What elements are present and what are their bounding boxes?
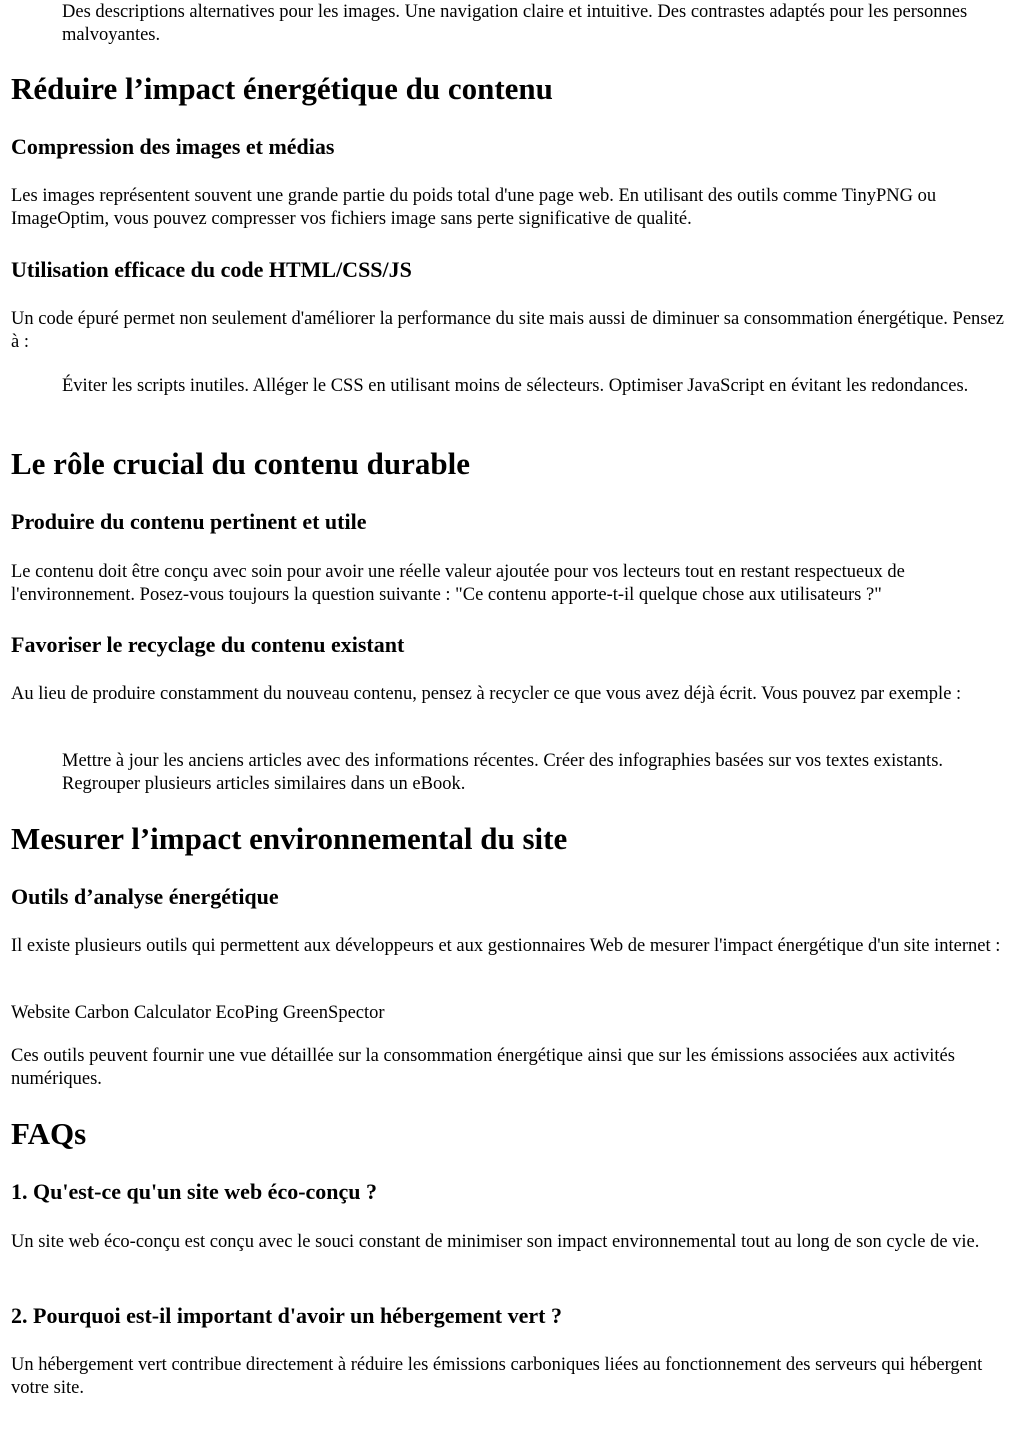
recycling-list-text: Mettre à jour les anciens articles avec des informations récentes. Créer des infographies basées sur vos textes existants. Regrouper plusieurs articles similaires dans un eBook. [62,751,944,794]
paragraph-recycling: Au lieu de produire constamment du nouveau contenu, pensez à recycler ce que vous avez déjà écrit. Vous pouvez par exemple : [11,684,962,704]
subheading-analysis-tools: Outils d’analyse énergétique [11,884,279,909]
subheading-relevant-content: Produire du contenu pertinent et utile [11,509,367,534]
section-heading-measure: Mesurer l’impact environnemental du site [11,821,568,856]
tools-list-text: Website Carbon Calculator EcoPing GreenSpector [11,1003,385,1023]
paragraph-analysis-tools: Il existe plusieurs outils qui permettent aux développeurs et aux gestionnaires Web de mesurer l'impact énergétique d'un site internet : [11,936,1001,956]
section-heading-faqs: FAQs [11,1116,87,1151]
section-heading-durable-content: Le rôle crucial du contenu durable [11,446,470,481]
paragraph-relevant-content: Le contenu doit être conçu avec soin pour avoir une réelle valeur ajoutée pour vos lecteurs tout en restant respectueux de l'environnement. Posez-vous toujours la question suivante : "Ce contenu apporte-t-il quelque chose aux utilisateurs ?" [11,562,905,605]
code-tips-list-text: Éviter les scripts inutiles. Alléger le CSS en utilisant moins de sélecteurs. Optimiser JavaScript en évitant les redondances. [62,376,969,396]
faq-answer-2: Un hébergement vert contribue directement à réduire les émissions carboniques liées au fonctionnement des serveurs qui hébergent votre site. [11,1355,983,1398]
subheading-efficient-code: Utilisation efficace du code HTML/CSS/JS [11,257,412,282]
faq-answer-1: Un site web éco-conçu est conçu avec le souci constant de minimiser son impact environnemental tout au long de son cycle de vie. [11,1232,980,1252]
paragraph-image-compression: Les images représentent souvent une grande partie du poids total d'une page web. En utilisant des outils comme TinyPNG ou ImageOptim, vous pouvez compresser vos fichiers image sans perte significative de qualité. [11,186,937,229]
accessibility-list-text: Des descriptions alternatives pour les images. Une navigation claire et intuitive. Des contrastes adaptés pour les personnes malvoyantes. [62,2,968,45]
subheading-recycling: Favoriser le recyclage du contenu existant [11,632,405,657]
paragraph-tools-summary: Ces outils peuvent fournir une vue détaillée sur la consommation énergétique ainsi que sur les émissions associées aux activités numériques. [11,1046,955,1089]
faq-question-1: 1. Qu'est-ce qu'un site web éco-conçu ? [11,1179,378,1204]
section-heading-energy: Réduire l’impact énergétique du contenu [11,71,553,106]
subheading-image-compression: Compression des images et médias [11,134,335,159]
faq-question-2: 2. Pourquoi est-il important d'avoir un hébergement vert ? [11,1303,562,1328]
paragraph-efficient-code: Un code épuré permet non seulement d'améliorer la performance du site mais aussi de diminuer sa consommation énergétique. Pensez à : [11,309,1004,352]
